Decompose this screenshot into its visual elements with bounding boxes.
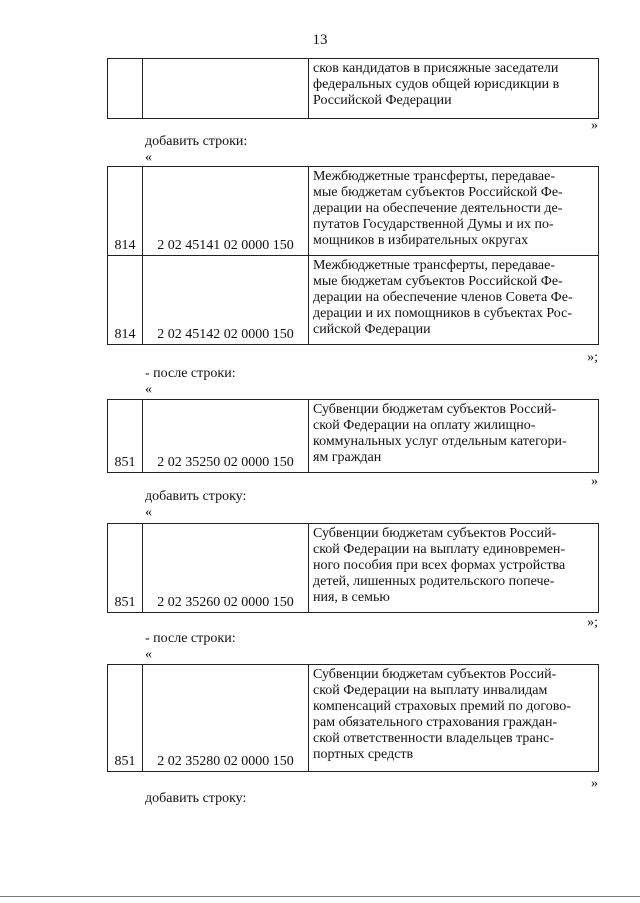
description-line: Межбюджетные трансферты, передавае-	[313, 169, 555, 184]
budget-code-cell: 2 02 45141 02 0000 150	[143, 167, 309, 256]
closing-quote: »	[591, 776, 598, 791]
description-line: ного пособия при всех формах устройства	[313, 558, 566, 573]
description-cell	[309, 59, 599, 119]
description-cell	[309, 665, 599, 772]
closing-quote: »;	[587, 615, 598, 630]
admin-code-cell: 851	[108, 665, 143, 772]
closing-quote: »	[591, 474, 598, 489]
description-line: путатов Государственной Думы и их по-	[313, 217, 554, 232]
page-bottom-rule	[0, 896, 640, 897]
description-line: мые бюджетам субъектов Российской Фе-	[313, 274, 563, 289]
description-line: мощников в избирательных округах	[313, 233, 529, 248]
admin-code-cell: 851	[108, 524, 143, 613]
description-line: Субвенции бюджетам субъектов Россий-	[313, 402, 557, 417]
description-line: Российской Федерации	[313, 93, 452, 108]
description-line: ской Федерации на оплату жилищно-	[313, 418, 536, 433]
table-row	[108, 59, 599, 119]
closing-quote: »;	[587, 350, 598, 365]
instruction-text: - после строки:	[145, 631, 236, 646]
description-line: ской Федерации на выплату инвалидам	[313, 683, 548, 698]
description-line: рам обязательного страхования граждан-	[313, 715, 558, 730]
description-line: Субвенции бюджетам субъектов Россий-	[313, 526, 557, 541]
description-line: сков кандидатов в присяжные заседатели	[313, 61, 559, 76]
budget-code-cell: 2 02 35250 02 0000 150	[143, 400, 309, 473]
description-line: дерации на обеспечение деятельности де-	[313, 201, 563, 216]
description-cell	[309, 167, 599, 256]
budget-table	[107, 664, 599, 772]
admin-code-cell: 814	[108, 167, 143, 256]
description-line: Межбюджетные трансферты, передавае-	[313, 258, 555, 273]
budget-code-cell	[143, 59, 309, 119]
opening-quote: «	[145, 647, 152, 662]
table-row	[108, 256, 599, 345]
instruction-text: добавить строки:	[145, 134, 248, 149]
description-line: ния, в семью	[313, 590, 390, 605]
description-cell	[309, 256, 599, 345]
opening-quote: «	[145, 382, 152, 397]
budget-table	[107, 523, 599, 613]
admin-code-cell	[108, 59, 143, 119]
budget-code-cell: 2 02 35260 02 0000 150	[143, 524, 309, 613]
budget-table-continued	[107, 58, 599, 119]
description-line: мые бюджетам субъектов Российской Фе-	[313, 185, 563, 200]
budget-table	[107, 166, 599, 345]
description-line: коммунальных услуг отдельным категори-	[313, 434, 567, 449]
description-line: портных средств	[313, 747, 414, 762]
description-line: дерации и их помощников в субъектах Рос-	[313, 306, 573, 321]
description-line: федеральных судов общей юрисдикции в	[313, 77, 560, 92]
instruction-text: добавить строку:	[145, 791, 247, 806]
admin-code-cell: 814	[108, 256, 143, 345]
description-line: ской ответственности владельцев транс-	[313, 731, 555, 746]
admin-code-cell: 851	[108, 400, 143, 473]
budget-table	[107, 399, 599, 473]
table-row	[108, 400, 599, 473]
opening-quote: «	[145, 150, 152, 165]
table-row	[108, 665, 599, 772]
description-line: ской Федерации на выплату единовремен-	[313, 542, 566, 557]
page-number: 13	[312, 32, 328, 48]
description-line: дерации на обеспечение членов Совета Фе-	[313, 290, 573, 305]
table-row	[108, 524, 599, 613]
table-row	[108, 167, 599, 256]
description-line: Субвенции бюджетам субъектов Россий-	[313, 667, 557, 682]
description-cell	[309, 400, 599, 473]
closing-quote: »	[591, 118, 598, 133]
opening-quote: «	[145, 505, 152, 520]
description-line: детей, лишенных родительского попече-	[313, 574, 555, 589]
budget-code-cell: 2 02 35280 02 0000 150	[143, 665, 309, 772]
instruction-text: - после строки:	[145, 366, 236, 381]
description-line: компенсаций страховых премий по догово-	[313, 699, 571, 714]
instruction-text: добавить строку:	[145, 489, 247, 504]
description-line: ям граждан	[313, 450, 382, 465]
description-line: сийской Федерации	[313, 322, 431, 337]
description-cell	[309, 524, 599, 613]
budget-code-cell: 2 02 45142 02 0000 150	[143, 256, 309, 345]
